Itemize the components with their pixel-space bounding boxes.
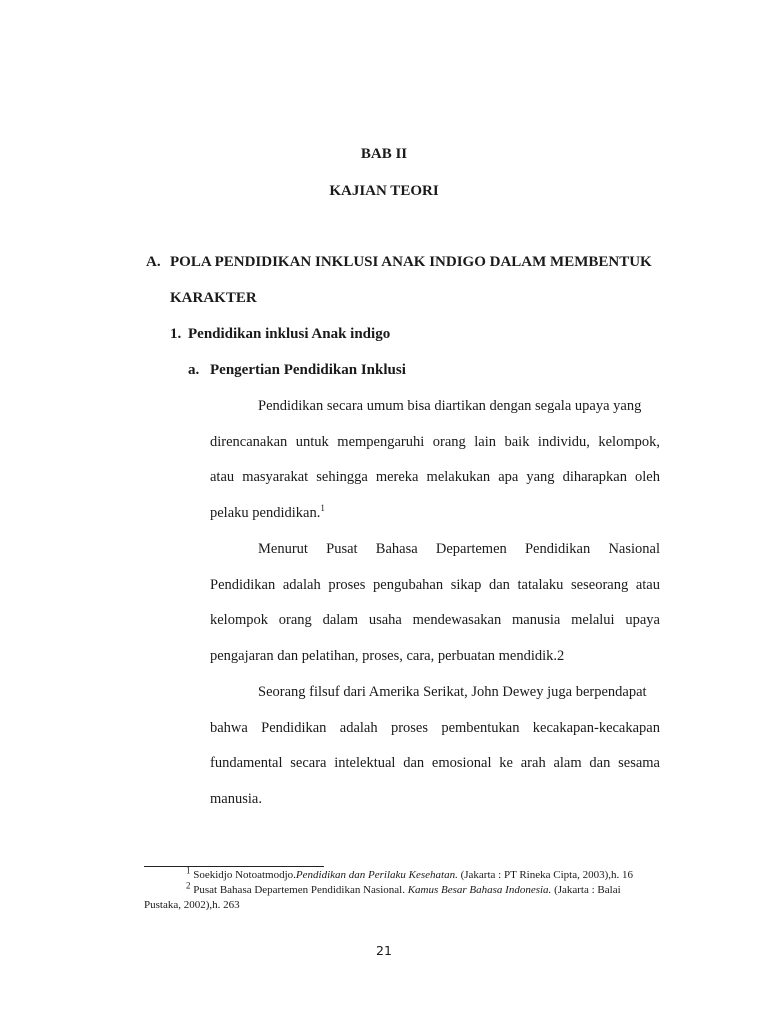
paragraph-3-line-3: fundamental secara intelektual dan emosional ke arah alam dan sesama	[210, 755, 660, 771]
paragraph-1-line-3: atau masyarakat sehingga mereka melakukan apa yang diharapkan oleh	[210, 469, 660, 485]
section-title-line-2: KARAKTER	[170, 290, 257, 306]
paragraph-2-line-2: Pendidikan adalah proses pengubahan sikap dan tatalaku seseorang atau	[210, 577, 660, 593]
footnote-2-number: 2	[186, 880, 191, 891]
paragraph-1-line-1: Pendidikan secara umum bisa diartikan dengan segala upaya yang	[258, 398, 642, 414]
footnote-2-author: Pusat Bahasa Departemen Pendidikan Nasional.	[193, 884, 405, 896]
chapter-number: BAB II	[360, 146, 408, 162]
paragraph-2-line-3: kelompok orang dalam usaha mendewasakan manusia melalui upaya	[210, 612, 660, 628]
paragraph-1-line-4	[210, 505, 325, 522]
paragraph-3-line-1: Seorang filsuf dari Amerika Serikat, John Dewey juga berpendapat	[258, 684, 647, 700]
subsection-title: Pendidikan inklusi Anak indigo	[188, 326, 391, 342]
subsubsection-marker: a.	[188, 362, 200, 378]
footnote-1-number: 1	[186, 865, 191, 876]
page-number: 21	[376, 943, 392, 958]
section-title-line-1: POLA PENDIDIKAN INKLUSI ANAK INDIGO DALAM MEMBENTUK	[170, 254, 652, 270]
chapter-title: KAJIAN TEORI	[329, 183, 439, 199]
paragraph-1-line-4-text: pelaku pendidikan.	[210, 505, 321, 521]
section-marker: A.	[146, 254, 161, 270]
footnote-2-title: Kamus Besar Bahasa Indonesia.	[407, 884, 552, 896]
footnote-1-author: Soekidjo Notoatmodjo.	[193, 869, 296, 881]
paragraph-3-line-4: manusia.	[210, 791, 262, 807]
footnote-1-rest: (Jakarta : PT Rineka Cipta, 2003),h. 16	[460, 869, 634, 881]
paragraph-2-line-1: Menurut Pusat Bahasa Departemen Pendidikan Nasional	[258, 541, 660, 557]
paragraph-1-line-2: direncanakan untuk mempengaruhi orang lain baik individu, kelompok,	[210, 434, 660, 450]
footnote-1	[186, 865, 634, 881]
subsubsection-title: Pengertian Pendidikan Inklusi	[210, 362, 406, 378]
paragraph-3-line-2: bahwa Pendidikan adalah proses pembentukan kecakapan-kecakapan	[210, 720, 660, 736]
footnote-ref-1[interactable]: 1	[320, 503, 325, 514]
footnote-2-rest: (Jakarta : Balai	[554, 884, 621, 896]
footnote-2-continuation: Pustaka, 2002),h. 263	[144, 899, 240, 911]
subsection-marker: 1.	[170, 326, 182, 342]
paragraph-2-line-4: pengajaran dan pelatihan, proses, cara, perbuatan mendidik.2	[210, 648, 565, 664]
footnote-1-title: Pendidikan dan Perilaku Kesehatan.	[295, 869, 458, 881]
footnote-separator	[144, 866, 324, 867]
footnote-2	[186, 880, 621, 896]
